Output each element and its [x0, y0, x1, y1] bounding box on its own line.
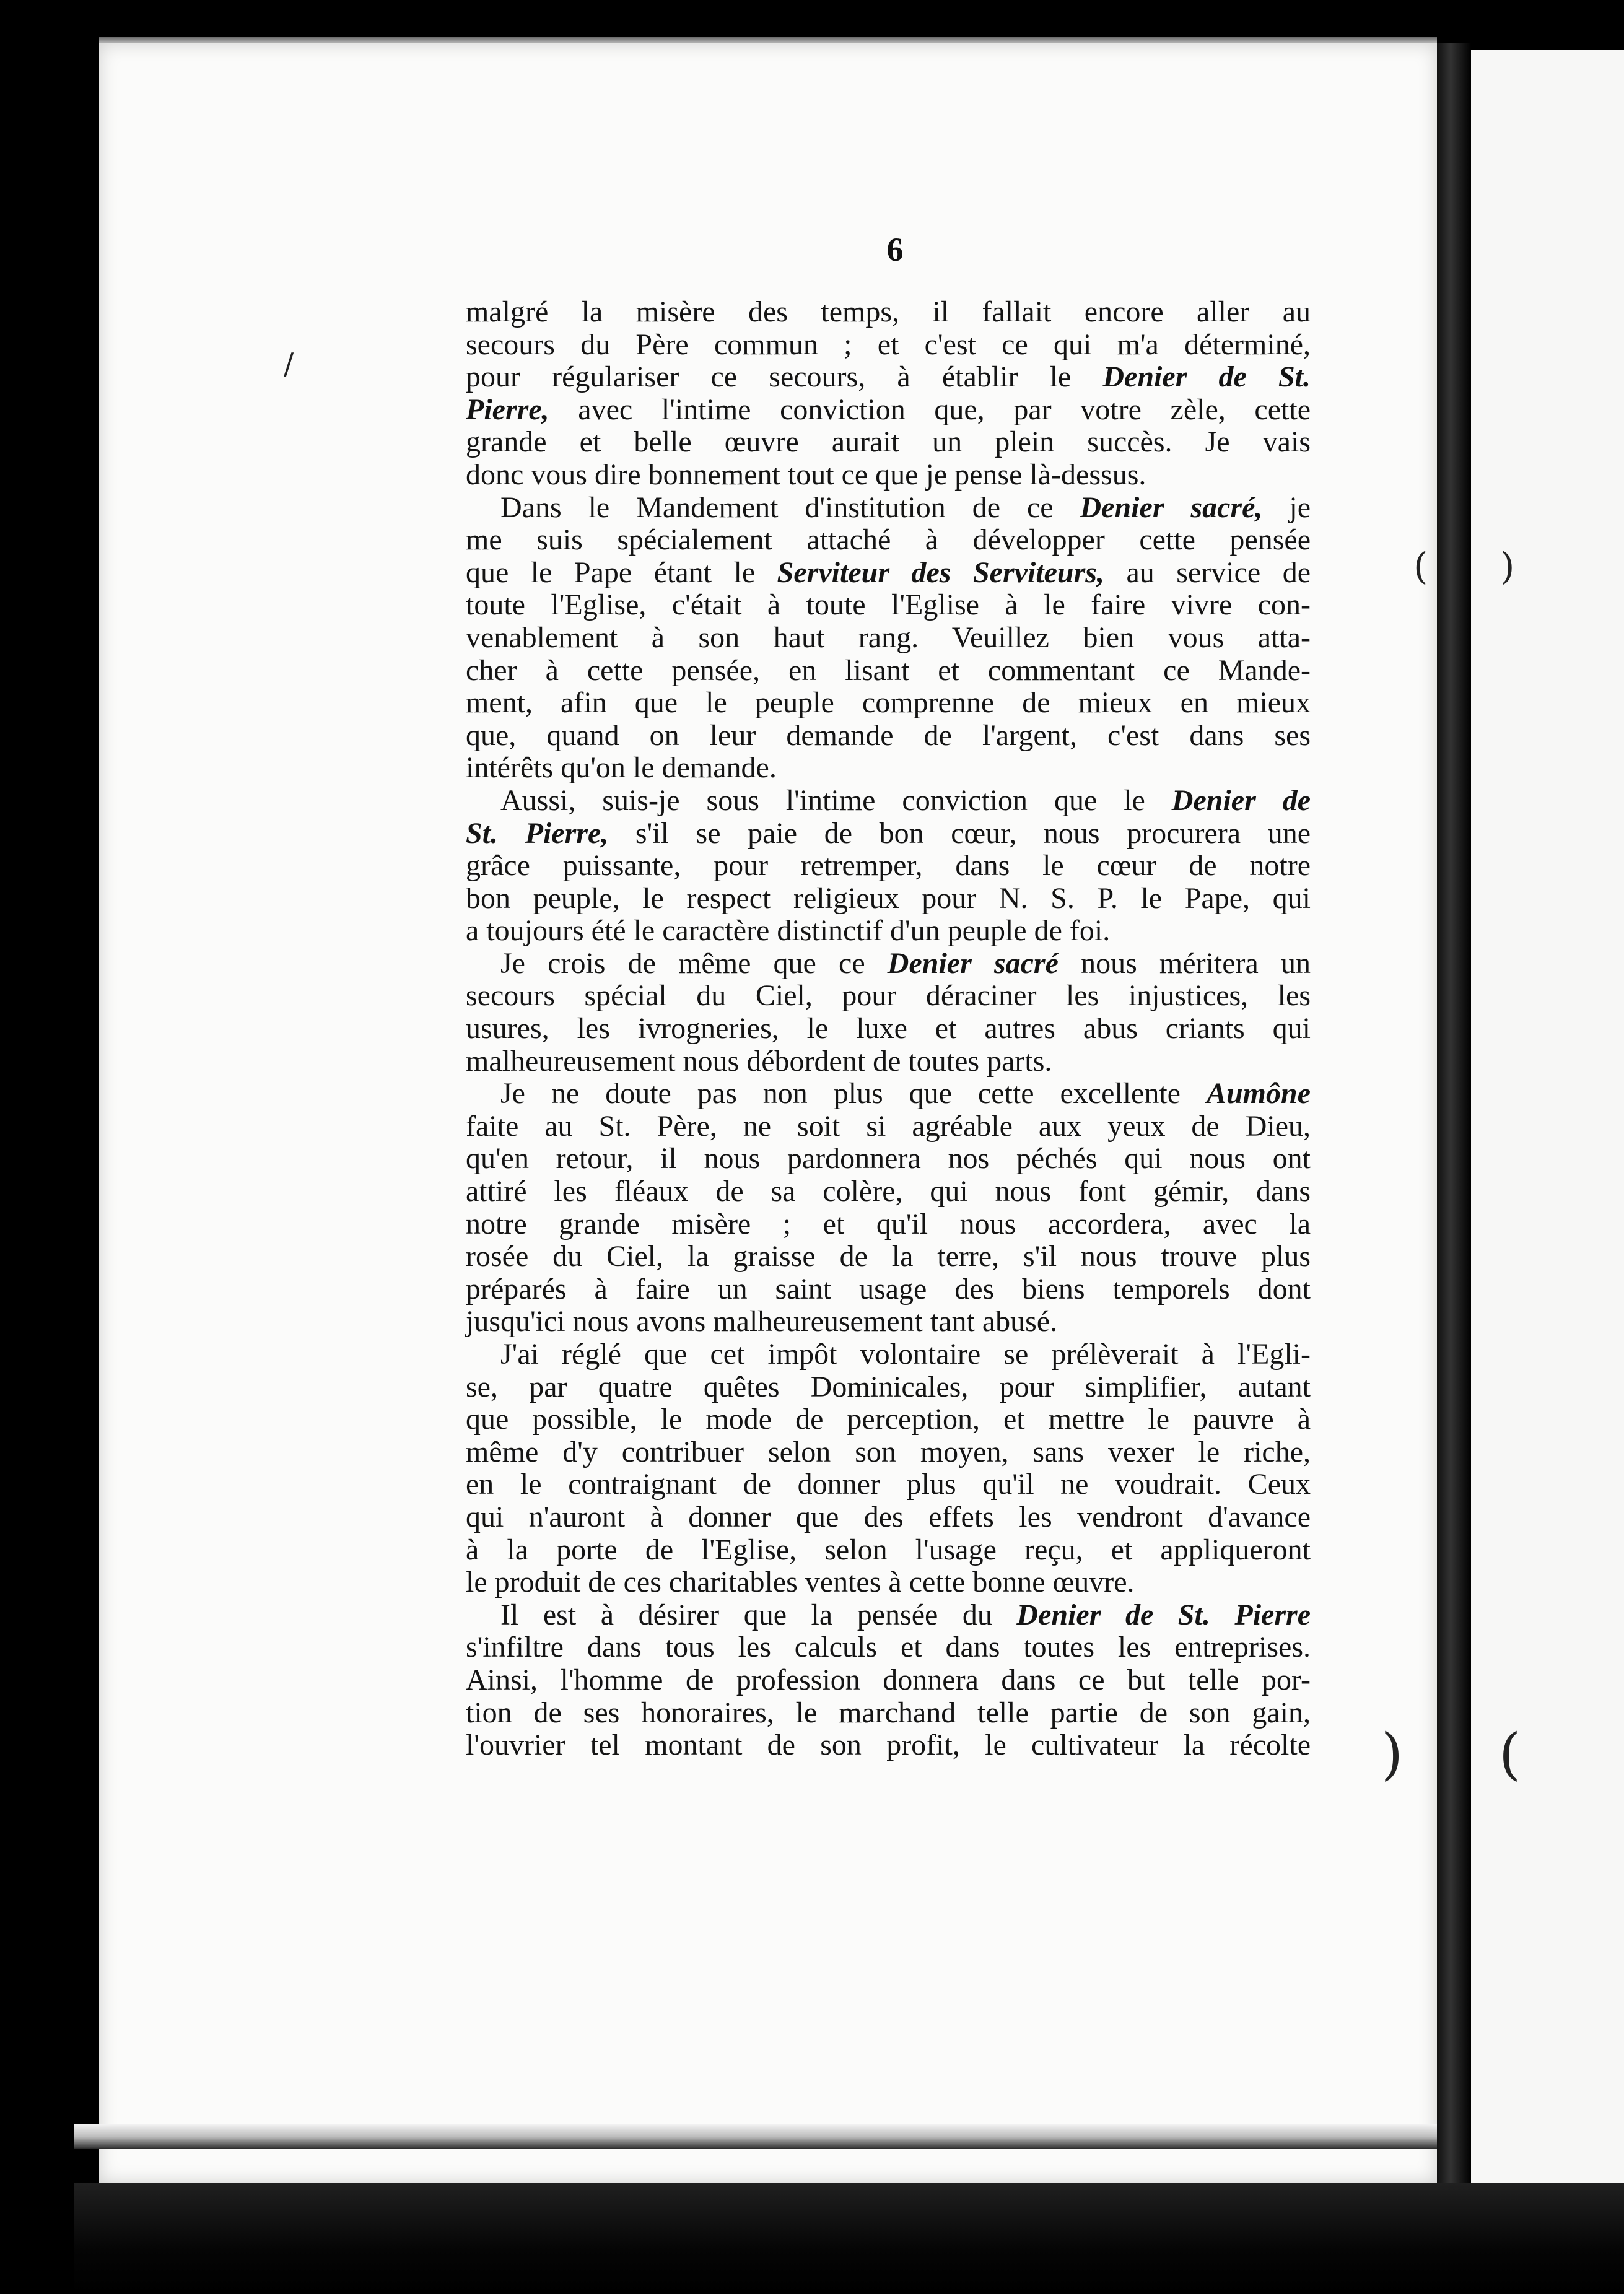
text-run: au service de	[1104, 556, 1311, 589]
text-line	[466, 1045, 1311, 1078]
text-line	[466, 1599, 1311, 1632]
text-line	[466, 655, 1311, 687]
text-run: le produit de ces charitables ventes à cette bonne œuvre.	[466, 1566, 1135, 1599]
text-line	[466, 329, 1311, 362]
text-line	[466, 296, 1311, 329]
italic-term: Denier sacré,	[1080, 491, 1263, 524]
text-line	[466, 1078, 1311, 1110]
text-run: me suis spécialement attaché à développer cette pensée	[466, 523, 1311, 557]
italic-term: Aumône	[1206, 1077, 1311, 1110]
italic-term: Pierre,	[466, 393, 549, 426]
text-run: que le Pape étant le	[466, 556, 777, 589]
text-line	[466, 752, 1311, 785]
text-run: usures, les ivrogneries, le luxe et autres abus criants qui	[466, 1012, 1311, 1045]
body-text	[466, 296, 1311, 1762]
text-run: bon peuple, le respect religieux pour N. S. P. le Pape, qui	[466, 881, 1311, 915]
gutter-shadow	[1437, 43, 1471, 2205]
text-line	[466, 557, 1311, 590]
margin-mark: (	[1413, 545, 1428, 588]
text-run: qu'en retour, il nous pardonnera nos péchés qui nous ont	[466, 1142, 1311, 1175]
text-run: tion de ses honoraires, le marchand telle partie de son gain,	[466, 1696, 1311, 1729]
text-line	[466, 1468, 1311, 1501]
italic-term: Denier de St. Pierre	[1016, 1598, 1311, 1631]
text-run: intérêts qu'on le demande.	[466, 751, 777, 785]
text-run: qui n'auront à donner que des effets les vendront d'avance	[466, 1500, 1311, 1533]
italic-term: Denier sacré	[887, 946, 1059, 980]
text-run: même d'y contribuer selon son moyen, sans vexer le riche,	[466, 1435, 1311, 1468]
text-line	[466, 1013, 1311, 1045]
text-run: grâce puissante, pour retremper, dans le cœur de notre	[466, 849, 1311, 883]
text-line	[466, 850, 1311, 883]
text-run: toute l'Eglise, c'était à toute l'Eglise à le faire vivre con-	[466, 588, 1311, 622]
text-run: avec l'intime conviction que, par votre zèle, cette	[549, 393, 1311, 426]
text-run: s'il se paie de bon cœur, nous procurera une	[608, 816, 1311, 850]
text-run: je	[1262, 491, 1311, 524]
text-line	[466, 1631, 1311, 1664]
scan-bottom-border	[74, 2183, 1624, 2294]
text-run: à la porte de l'Eglise, selon l'usage reçu, et appliqueront	[466, 1533, 1311, 1566]
text-run: secours du Père commun ; et c'est ce qui m'a déterminé,	[466, 328, 1311, 361]
text-line	[466, 818, 1311, 850]
text-line	[466, 1208, 1311, 1241]
text-line	[466, 948, 1311, 980]
italic-term: Denier de St.	[1102, 360, 1311, 394]
text-line	[466, 459, 1311, 492]
text-run: Dans le Mandement d'institution de ce	[500, 491, 1080, 524]
text-line	[466, 524, 1311, 557]
margin-mark: )	[1381, 1722, 1404, 1787]
text-line	[466, 1403, 1311, 1436]
text-run: en le contraignant de donner plus qu'il ne voudrait. Ceux	[466, 1468, 1311, 1501]
text-line	[466, 622, 1311, 655]
italic-term: St. Pierre,	[466, 816, 609, 850]
text-run: J'ai réglé que cet impôt volontaire se prélèverait à l'Egli-	[500, 1338, 1311, 1371]
margin-mark: (	[1499, 1722, 1521, 1787]
text-run: que, quand on leur demande de l'argent, c'est dans ses	[466, 718, 1311, 752]
text-run: donc vous dire bonnement tout ce que je pense là-dessus.	[466, 458, 1146, 491]
text-line	[466, 1175, 1311, 1208]
text-line	[466, 687, 1311, 720]
text-line	[466, 785, 1311, 818]
text-line	[466, 883, 1311, 915]
text-line	[466, 361, 1311, 394]
text-line	[466, 1241, 1311, 1273]
text-line	[466, 492, 1311, 525]
text-run: Il est à désirer que la pensée du	[500, 1598, 1017, 1631]
text-line	[466, 1306, 1311, 1338]
text-line	[466, 426, 1311, 459]
text-run: préparés à faire un saint usage des biens temporels dont	[466, 1272, 1311, 1306]
text-run: cher à cette pensée, en lisant et commentant ce Mande-	[466, 653, 1311, 687]
text-line	[466, 915, 1311, 948]
text-run: se, par quatre quêtes Dominicales, pour simplifier, autant	[466, 1370, 1311, 1403]
text-line	[466, 1371, 1311, 1404]
italic-term: Serviteur des Serviteurs,	[777, 556, 1104, 589]
text-line	[466, 589, 1311, 622]
text-run: Je crois de même que ce	[500, 946, 888, 980]
text-run: secours spécial du Ciel, pour déraciner les injustices, les	[466, 979, 1311, 1013]
text-run: grande et belle œuvre aurait un plein succès. Je vais	[466, 425, 1311, 459]
text-run: Aussi, suis-je sous l'intime conviction que le	[500, 783, 1172, 817]
text-run: a toujours été le caractère distinctif d'un peuple de foi.	[466, 914, 1111, 948]
text-line	[466, 1729, 1311, 1762]
text-run: s'infiltre dans tous les calculs et dans toutes les entreprises.	[466, 1631, 1311, 1664]
text-run: Ainsi, l'homme de profession donnera dans ce but telle por-	[466, 1663, 1311, 1696]
text-line	[466, 1143, 1311, 1175]
text-run: malheureusement nous débordent de toutes parts.	[466, 1044, 1052, 1078]
text-run: jusqu'ici nous avons malheureusement tant abusé.	[466, 1305, 1058, 1338]
text-run: ment, afin que le peuple comprenne de mieux en mieux	[466, 686, 1311, 720]
text-run: Je ne doute pas non plus que cette excellente	[500, 1077, 1207, 1110]
text-run: notre grande misère ; et qu'il nous accordera, avec la	[466, 1207, 1311, 1241]
text-run: attiré les fléaux de sa colère, qui nous font gémir, dans	[466, 1175, 1311, 1208]
text-line	[466, 1436, 1311, 1469]
text-line	[466, 1273, 1311, 1306]
italic-term: Denier de	[1171, 783, 1311, 817]
text-run: venablement à son haut rang. Veuillez bien vous atta-	[466, 621, 1311, 654]
text-run: nous méritera un	[1058, 946, 1311, 980]
text-line	[466, 1566, 1311, 1599]
page-bottom-edge	[74, 2124, 1437, 2149]
text-run: malgré la misère des temps, il fallait encore aller au	[466, 295, 1311, 328]
margin-mark: /	[284, 347, 294, 382]
text-run: rosée du Ciel, la graisse de la terre, s'il nous trouve plus	[466, 1240, 1311, 1273]
text-line	[466, 1501, 1311, 1534]
text-run: l'ouvrier tel montant de son profit, le cultivateur la récolte	[466, 1729, 1311, 1762]
text-line	[466, 720, 1311, 752]
margin-mark: )	[1500, 545, 1515, 588]
text-line	[466, 1664, 1311, 1697]
text-line	[466, 1338, 1311, 1371]
text-run: pour régulariser ce secours, à établir le	[466, 360, 1103, 394]
text-line	[466, 394, 1311, 427]
facing-page-edge	[1471, 50, 1624, 2205]
text-line	[466, 980, 1311, 1013]
text-run: faite au St. Père, ne soit si agréable aux yeux de Dieu,	[466, 1109, 1311, 1143]
page-number: 6	[886, 231, 904, 268]
text-line	[466, 1110, 1311, 1143]
text-line	[466, 1697, 1311, 1730]
text-line	[466, 1534, 1311, 1567]
text-run: que possible, le mode de perception, et mettre le pauvre à	[466, 1403, 1311, 1436]
